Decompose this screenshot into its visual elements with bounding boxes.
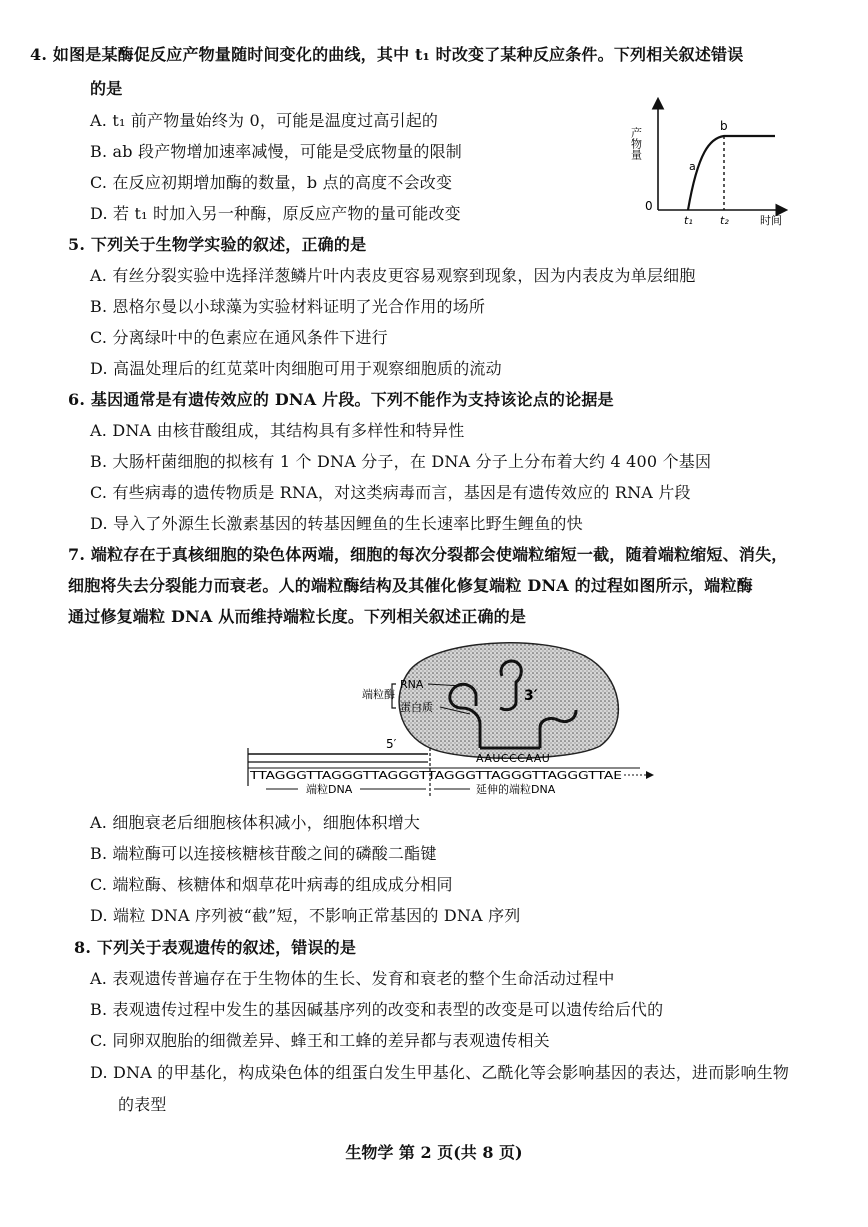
q7-option-a: A. 细胞衰老后细胞核体积减小，细胞体积增大 — [90, 813, 421, 832]
q4-product-graph — [620, 92, 800, 232]
telomerase-label: 端粒酶 — [362, 688, 395, 701]
product-curve — [688, 136, 775, 210]
q8-stem: 8. 下列关于表观遗传的叙述，错误的是 — [74, 938, 357, 957]
t2-label: t₂ — [720, 214, 729, 227]
q4-stem-line1: 4. 如图是某酶促反应产物量随时间变化的曲线，其中 t₁ 时改变了某种反应条件。下列相关叙述错误 — [30, 45, 744, 64]
q5-option-b: B. 恩格尔曼以小球藻为实验材料证明了光合作用的场所 — [90, 297, 486, 316]
q7-stem-line1: 7. 端粒存在于真核细胞的染色体两端，细胞的每次分裂都会使端粒缩短一截，随着端粒缩短、消失， — [68, 545, 788, 564]
q6-option-d: D. 导入了外源生长激素基因的转基因鲤鱼的生长速率比野生鲤鱼的快 — [90, 514, 583, 533]
q5-option-a: A. 有丝分裂实验中选择洋葱鳞片叶内表皮更容易观察到现象，因为内表皮为单层细胞 — [90, 266, 696, 285]
q8-option-c: C. 同卵双胞胎的细微差异、蜂王和工蜂的差异都与表观遗传相关 — [90, 1031, 550, 1050]
q4-stem-line2: 的是 — [90, 79, 123, 98]
extended-telomere-label: 延伸的端粒DNA — [476, 783, 556, 796]
protein-label: 蛋白质 — [400, 701, 433, 714]
q6-option-b: B. 大肠杆菌细胞的拟核有 1 个 DNA 分子，在 DNA 分子上分布着大约 4 400 个基因 — [90, 452, 712, 471]
x-axis-label: 时间 — [760, 214, 782, 227]
rna-template-sequence: AAUCCCAAU — [476, 752, 551, 765]
telomerase-figure — [240, 636, 680, 808]
q5-stem: 5. 下列关于生物学实验的叙述，正确的是 — [68, 235, 367, 254]
origin-label: 0 — [645, 199, 653, 213]
q7-option-b: B. 端粒酶可以连接核糖核苷酸之间的磷酸二酯键 — [90, 844, 437, 863]
t1-label: t₁ — [684, 214, 693, 227]
five-prime-label: 5′ — [386, 737, 397, 751]
q6-stem: 6. 基因通常是有遗传效应的 DNA 片段。下列不能作为支持该论点的论据是 — [68, 390, 614, 409]
q7-stem-line3: 通过修复端粒 DNA 从而维持端粒长度。下列相关叙述正确的是 — [68, 607, 527, 626]
q4-option-b: B. ab 段产物增加速率减慢，可能是受底物量的限制 — [90, 142, 462, 161]
q4-option-d: D. 若 t₁ 时加入另一种酶，原反应产物的量可能改变 — [90, 204, 461, 223]
q8-option-d-line2: 的表型 — [118, 1095, 167, 1114]
q8-option-b: B. 表观遗传过程中发生的基因碱基序列的改变和表型的改变是可以遗传给后代的 — [90, 1000, 664, 1019]
q4-option-c: C. 在反应初期增加酶的数量，b 点的高度不会改变 — [90, 173, 453, 192]
q5-option-d: D. 高温处理后的红苋菜叶肉细胞可用于观察细胞质的流动 — [90, 359, 502, 378]
q6-option-c: C. 有些病毒的遗传物质是 RNA，对这类病毒而言，基因是有遗传效应的 RNA 片段 — [90, 483, 691, 502]
telomere-dna-label: 端粒DNA — [306, 783, 353, 796]
q7-stem-line2: 细胞将失去分裂能力而衰老。人的端粒酶结构及其催化修复端粒 DNA 的过程如图所示，端粒酶 — [68, 576, 753, 595]
rna-label: RNA — [400, 678, 424, 691]
q7-option-c: C. 端粒酶、核糖体和烟草花叶病毒的组成成分相同 — [90, 875, 453, 894]
q8-option-d-line1: D. DNA 的甲基化，构成染色体的组蛋白发生甲基化、乙酰化等会影响基因的表达，进而影响生物 — [90, 1063, 790, 1082]
dna-sequence: TTAGGGTTAGGGTTAGGGTTAGGGTTAGGGTTAGGGTTAE — [248, 769, 623, 782]
q5-option-c: C. 分离绿叶中的色素应在通风条件下进行 — [90, 328, 388, 347]
y-axis-label: 产物量 — [629, 127, 643, 160]
q8-option-a: A. 表观遗传普遍存在于生物体的生长、发育和衰老的整个生命活动过程中 — [90, 969, 615, 988]
point-b-label: b — [720, 119, 728, 133]
q7-option-d: D. 端粒 DNA 序列被“截”短，不影响正常基因的 DNA 序列 — [90, 906, 521, 925]
q4-option-a: A. t₁ 前产物量始终为 0，可能是温度过高引起的 — [90, 111, 439, 130]
point-a-label: a — [689, 160, 696, 173]
q6-option-a: A. DNA 由核苷酸组成，其结构具有多样性和特异性 — [90, 421, 465, 440]
page-footer: 生物学 第 2 页(共 8 页) — [345, 1143, 523, 1162]
three-prime-label-enzyme: 3′ — [524, 688, 538, 704]
